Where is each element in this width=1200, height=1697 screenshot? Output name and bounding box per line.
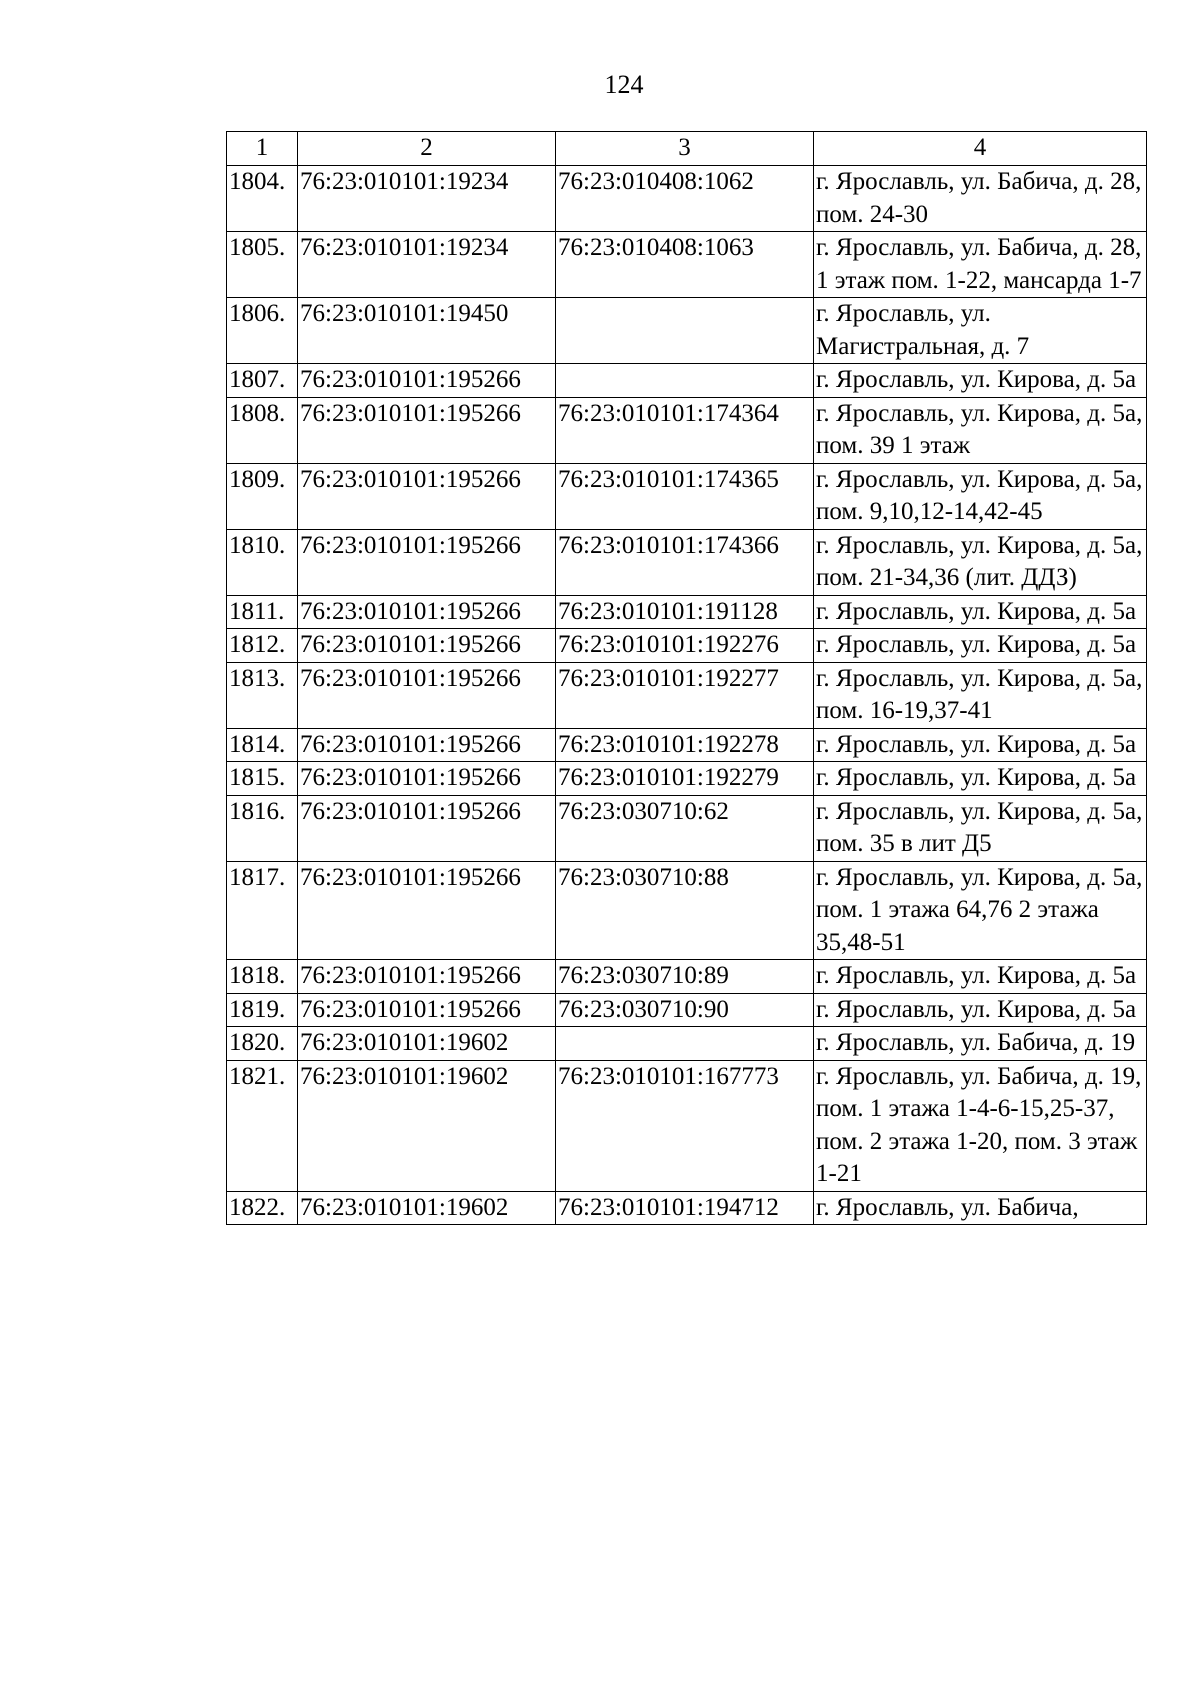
row-number-cell: 1819.	[227, 993, 298, 1027]
address-cell: г. Ярославль, ул. Кирова, д. 5а	[814, 595, 1147, 629]
parcel-number-cell: 76:23:010101:195266	[298, 629, 556, 663]
parcel-number-cell: 76:23:010101:195266	[298, 463, 556, 529]
address-cell: г. Ярославль, ул. Кирова, д. 5а, пом. 16-19,37-41	[814, 662, 1147, 728]
address-cell: г. Ярославль, ул. Кирова, д. 5а	[814, 960, 1147, 994]
parcel-number-cell: 76:23:010101:195266	[298, 993, 556, 1027]
page-number: 124	[604, 70, 644, 99]
row-number-cell: 1805.	[227, 232, 298, 298]
object-number-cell: 76:23:010101:174365	[556, 463, 814, 529]
table-row	[227, 629, 1147, 663]
object-number-cell	[556, 298, 814, 364]
object-number-cell: 76:23:010101:192279	[556, 762, 814, 796]
registry-table	[226, 131, 1147, 1225]
address-cell: г. Ярославль, ул. Кирова, д. 5а, пом. 21-34,36 (лит. ДДЗ)	[814, 529, 1147, 595]
row-number-cell: 1814.	[227, 728, 298, 762]
parcel-number-cell: 76:23:010101:195266	[298, 795, 556, 861]
parcel-number-cell: 76:23:010101:19602	[298, 1191, 556, 1225]
address-cell: г. Ярославль, ул. Бабича, д. 19	[814, 1027, 1147, 1061]
table-row	[227, 397, 1147, 463]
row-number-cell: 1813.	[227, 662, 298, 728]
object-number-cell: 76:23:010101:192276	[556, 629, 814, 663]
table-row	[227, 960, 1147, 994]
table-row	[227, 595, 1147, 629]
row-number-cell: 1817.	[227, 861, 298, 960]
table-row	[227, 166, 1147, 232]
row-number-cell: 1815.	[227, 762, 298, 796]
row-number-cell: 1820.	[227, 1027, 298, 1061]
address-cell: г. Ярославль, ул. Бабича,	[814, 1191, 1147, 1225]
address-cell: г. Ярославль, ул. Кирова, д. 5а	[814, 364, 1147, 398]
row-number-cell: 1806.	[227, 298, 298, 364]
row-number-cell: 1812.	[227, 629, 298, 663]
column-header-3: 3	[556, 132, 814, 166]
table-row	[227, 463, 1147, 529]
object-number-cell: 76:23:010101:192277	[556, 662, 814, 728]
table-row	[227, 232, 1147, 298]
address-cell: г. Ярославль, ул. Магистральная, д. 7	[814, 298, 1147, 364]
column-header-2: 2	[298, 132, 556, 166]
object-number-cell: 76:23:010101:167773	[556, 1060, 814, 1191]
object-number-cell	[556, 364, 814, 398]
table-row	[227, 529, 1147, 595]
row-number-cell: 1822.	[227, 1191, 298, 1225]
object-number-cell: 76:23:010101:174366	[556, 529, 814, 595]
address-cell: г. Ярославль, ул. Кирова, д. 5а, пом. 1 этажа 64,76 2 этажа 35,48-51	[814, 861, 1147, 960]
address-cell: г. Ярославль, ул. Бабича, д. 19, пом. 1 этажа 1-4-6-15,25-37, пом. 2 этажа 1-20, пом. 3 этаж 1-21	[814, 1060, 1147, 1191]
table-row	[227, 1060, 1147, 1191]
row-number-cell: 1810.	[227, 529, 298, 595]
column-header-4: 4	[814, 132, 1147, 166]
column-header-1: 1	[227, 132, 298, 166]
address-cell: г. Ярославль, ул. Кирова, д. 5а	[814, 762, 1147, 796]
table-row	[227, 1191, 1147, 1225]
address-cell: г. Ярославль, ул. Бабича, д. 28, 1 этаж пом. 1-22, мансарда 1-7	[814, 232, 1147, 298]
address-cell: г. Ярославль, ул. Кирова, д. 5а	[814, 629, 1147, 663]
table-row	[227, 861, 1147, 960]
parcel-number-cell: 76:23:010101:195266	[298, 595, 556, 629]
parcel-number-cell: 76:23:010101:195266	[298, 364, 556, 398]
object-number-cell: 76:23:030710:90	[556, 993, 814, 1027]
object-number-cell: 76:23:030710:62	[556, 795, 814, 861]
object-number-cell: 76:23:030710:89	[556, 960, 814, 994]
object-number-cell: 76:23:010408:1063	[556, 232, 814, 298]
object-number-cell: 76:23:010408:1062	[556, 166, 814, 232]
table-header-row	[227, 132, 1147, 166]
table-row	[227, 364, 1147, 398]
object-number-cell: 76:23:010101:174364	[556, 397, 814, 463]
row-number-cell: 1804.	[227, 166, 298, 232]
parcel-number-cell: 76:23:010101:195266	[298, 728, 556, 762]
address-cell: г. Ярославль, ул. Бабича, д. 28, пом. 24-30	[814, 166, 1147, 232]
object-number-cell: 76:23:030710:88	[556, 861, 814, 960]
table-row	[227, 1027, 1147, 1061]
table-row	[227, 993, 1147, 1027]
row-number-cell: 1808.	[227, 397, 298, 463]
table-row	[227, 298, 1147, 364]
object-number-cell	[556, 1027, 814, 1061]
row-number-cell: 1809.	[227, 463, 298, 529]
row-number-cell: 1811.	[227, 595, 298, 629]
parcel-number-cell: 76:23:010101:195266	[298, 662, 556, 728]
row-number-cell: 1818.	[227, 960, 298, 994]
row-number-cell: 1807.	[227, 364, 298, 398]
object-number-cell: 76:23:010101:192278	[556, 728, 814, 762]
address-cell: г. Ярославль, ул. Кирова, д. 5а	[814, 993, 1147, 1027]
table-row	[227, 795, 1147, 861]
object-number-cell: 76:23:010101:194712	[556, 1191, 814, 1225]
parcel-number-cell: 76:23:010101:195266	[298, 960, 556, 994]
row-number-cell: 1821.	[227, 1060, 298, 1191]
parcel-number-cell: 76:23:010101:195266	[298, 397, 556, 463]
parcel-number-cell: 76:23:010101:19602	[298, 1027, 556, 1061]
parcel-number-cell: 76:23:010101:19450	[298, 298, 556, 364]
address-cell: г. Ярославль, ул. Кирова, д. 5а, пом. 39 1 этаж	[814, 397, 1147, 463]
address-cell: г. Ярославль, ул. Кирова, д. 5а	[814, 728, 1147, 762]
table-row	[227, 728, 1147, 762]
object-number-cell: 76:23:010101:191128	[556, 595, 814, 629]
row-number-cell: 1816.	[227, 795, 298, 861]
parcel-number-cell: 76:23:010101:195266	[298, 762, 556, 796]
parcel-number-cell: 76:23:010101:19234	[298, 232, 556, 298]
parcel-number-cell: 76:23:010101:19234	[298, 166, 556, 232]
address-cell: г. Ярославль, ул. Кирова, д. 5а, пом. 35 в лит Д5	[814, 795, 1147, 861]
table-row	[227, 662, 1147, 728]
table-row	[227, 762, 1147, 796]
parcel-number-cell: 76:23:010101:19602	[298, 1060, 556, 1191]
parcel-number-cell: 76:23:010101:195266	[298, 529, 556, 595]
table-body	[227, 166, 1147, 1225]
address-cell: г. Ярославль, ул. Кирова, д. 5а, пом. 9,10,12-14,42-45	[814, 463, 1147, 529]
parcel-number-cell: 76:23:010101:195266	[298, 861, 556, 960]
